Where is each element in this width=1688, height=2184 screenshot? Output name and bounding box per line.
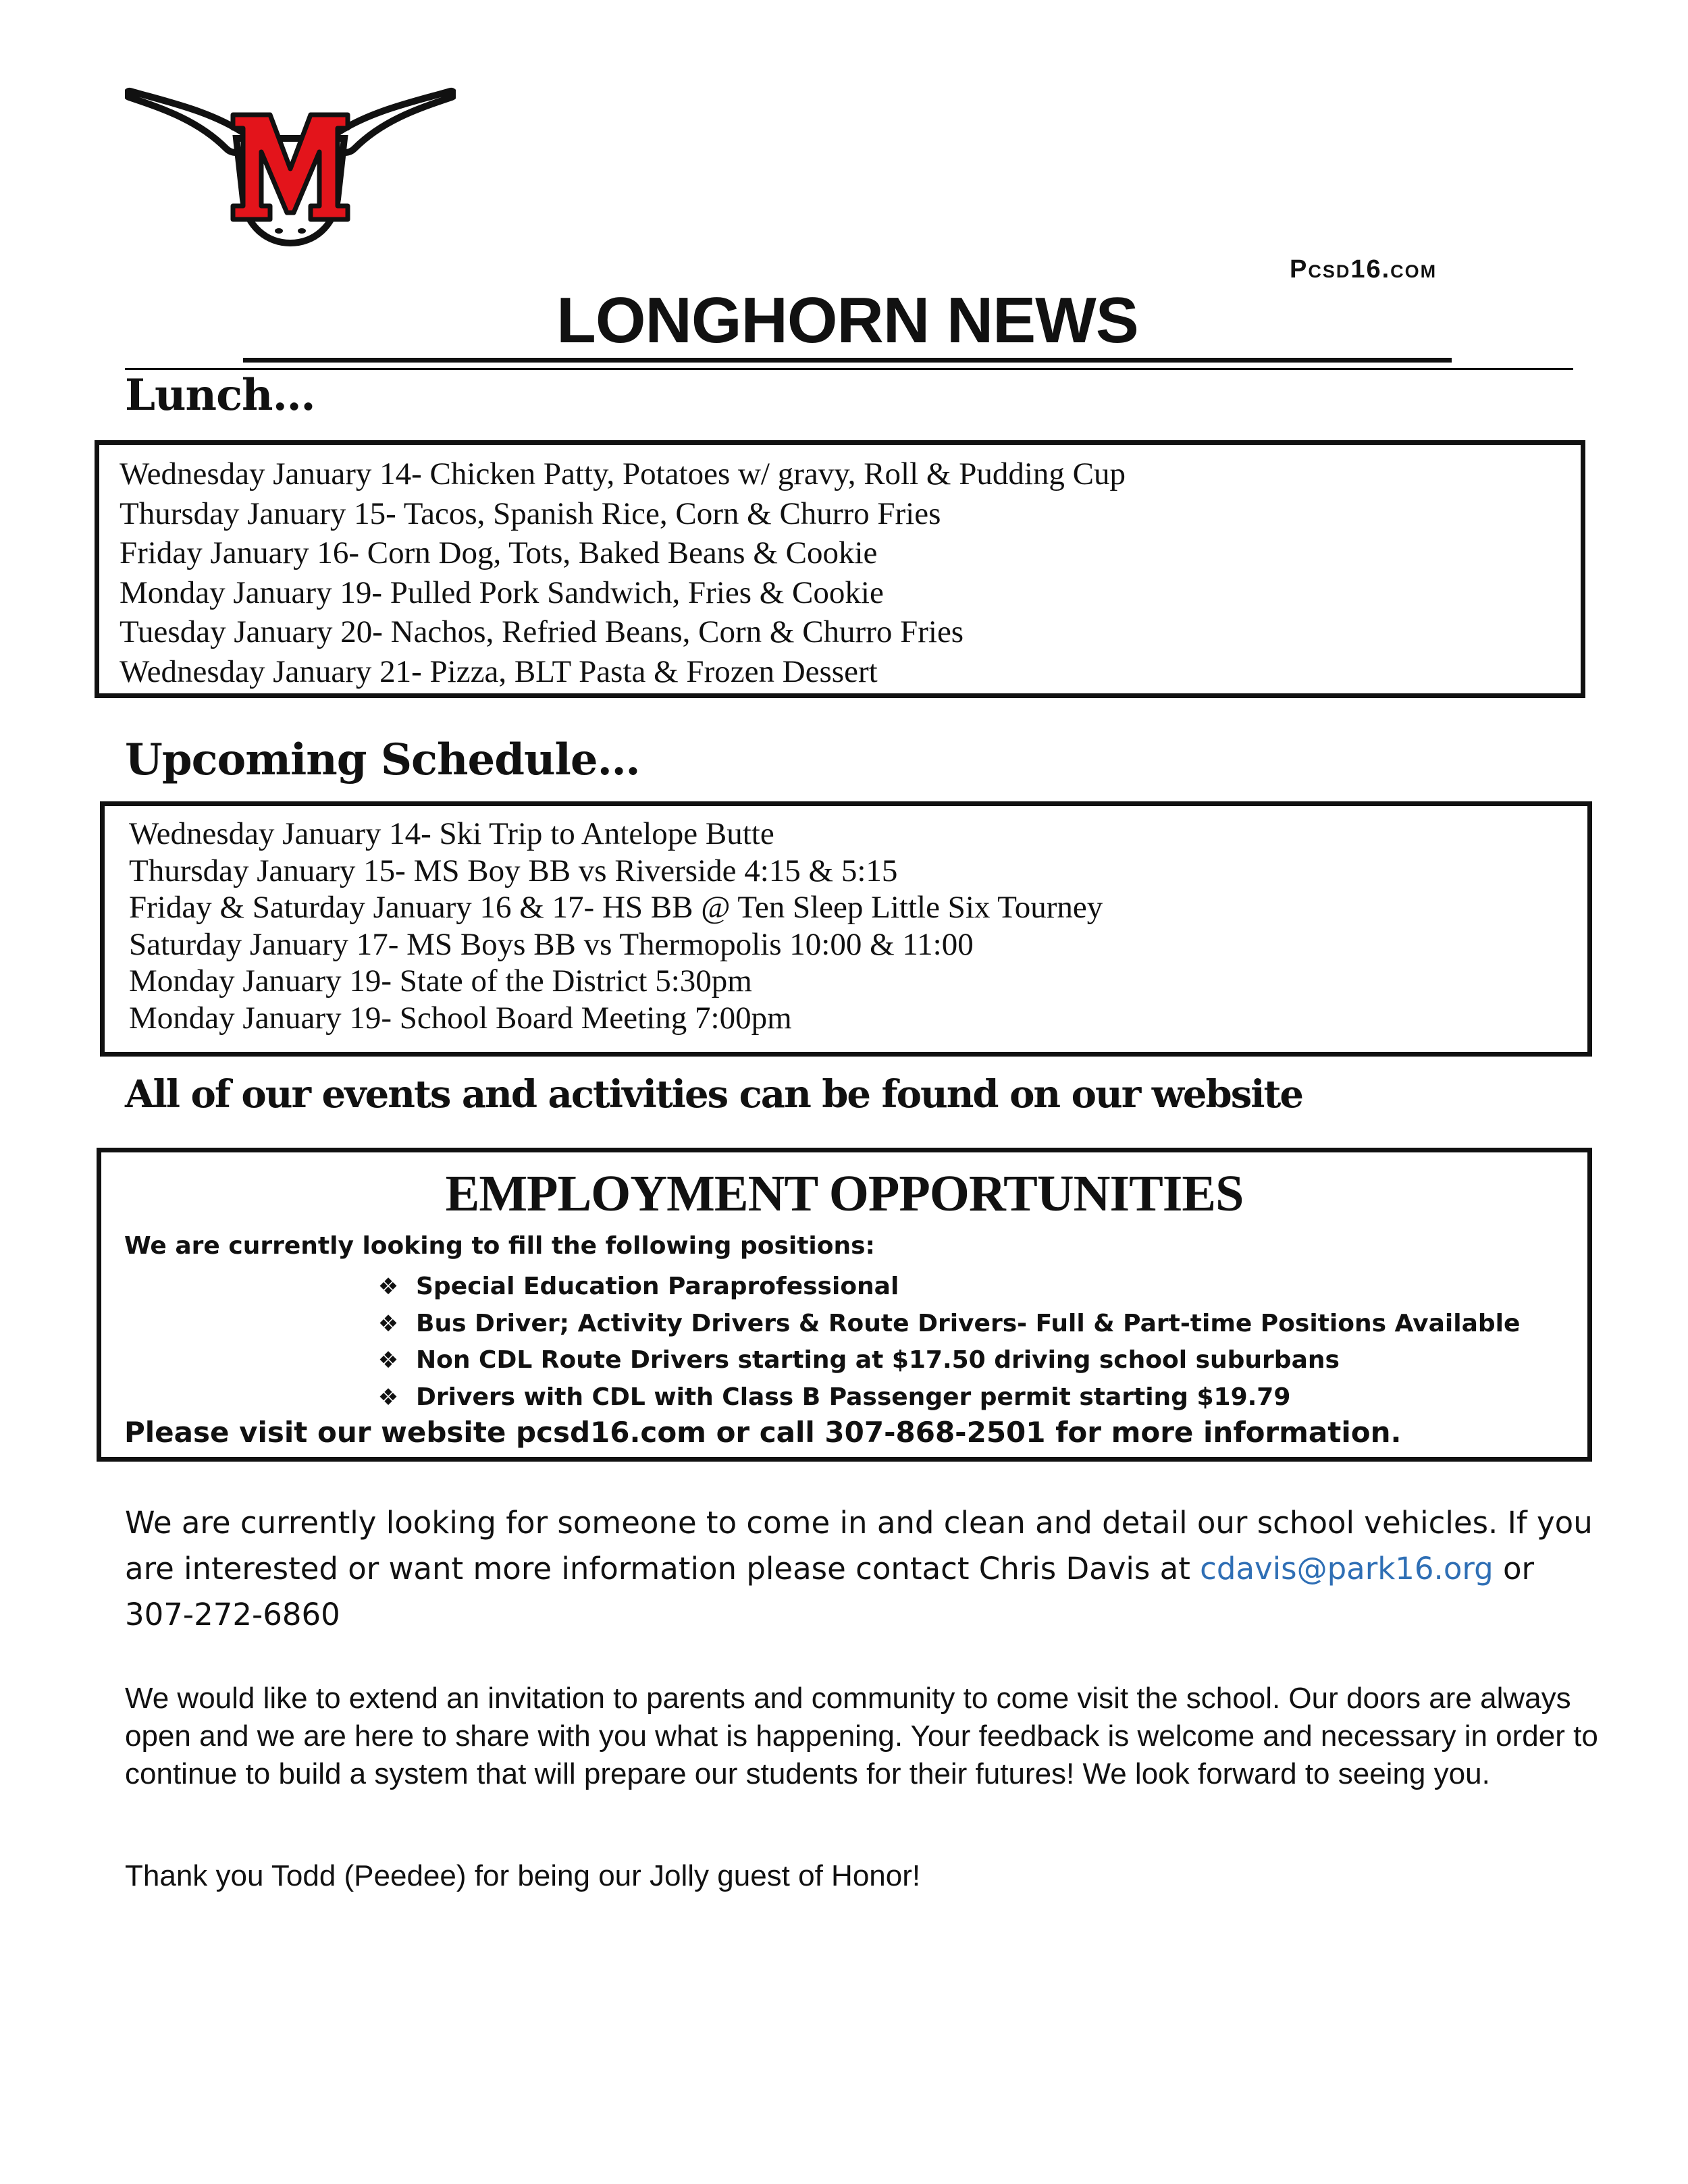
lunch-item: Thursday January 15- Tacos, Spanish Rice, Corn & Churro Fries <box>120 496 941 531</box>
employment-heading: EMPLOYMENT OPPORTUNITIES <box>445 1165 1244 1222</box>
diamond-bullet-icon: ❖ <box>377 1310 399 1337</box>
schedule-item: Friday & Saturday January 16 & 17- HS BB @ Ten Sleep Little Six Tourney <box>129 890 1103 925</box>
masthead <box>243 284 1452 363</box>
position-item <box>365 1379 1520 1416</box>
lunch-menu-box <box>95 440 1585 698</box>
position-item <box>365 1269 1520 1306</box>
schedule-heading: Upcoming Schedule… <box>125 735 640 785</box>
letter-m <box>233 115 348 219</box>
contact-email-link[interactable]: cdavis@park16.org <box>1200 1551 1494 1587</box>
nostril-left <box>275 228 283 234</box>
schedule-item: Thursday January 15- MS Boy BB vs Riverside 4:15 & 5:15 <box>129 853 898 888</box>
schedule-item: Saturday January 17- MS Boys BB vs Thermopolis 10:00 & 11:00 <box>129 926 974 962</box>
nostril-right <box>298 228 306 234</box>
position-label: Drivers with CDL with Class B Passenger permit starting $19.79 <box>416 1383 1291 1411</box>
page-title: LONGHORN NEWS <box>556 284 1138 356</box>
lunch-item: Friday January 16- Corn Dog, Tots, Baked Beans & Cookie <box>120 535 878 570</box>
lunch-heading: Lunch… <box>125 370 315 421</box>
position-label: Special Education Paraprofessional <box>416 1273 899 1300</box>
events-note: All of our events and activities can be found on our website <box>125 1072 1302 1117</box>
left-horn <box>126 91 246 153</box>
lunch-item: Monday January 19- Pulled Pork Sandwich, Fries & Cookie <box>120 575 884 610</box>
position-item <box>365 1306 1520 1343</box>
thanks-line: Thank you Todd (Peedee) for being our Jolly guest of Honor! <box>125 1859 921 1892</box>
lunch-item: Wednesday January 14- Chicken Patty, Potatoes w/ gravy, Roll & Pudding Cup <box>120 456 1126 491</box>
vehicle-cleaning-paragraph <box>125 1500 1597 1638</box>
vehicle-text-before: We are currently looking for someone to come in and clean and detail our school vehicles. If you are interested or want more information please contact Chris Davis at <box>125 1505 1593 1587</box>
employment-footer: Please visit our website pcsd16.com or call 307-868-2501 for more information. <box>124 1416 1402 1449</box>
schedule-item: Monday January 19- State of the District 5:30pm <box>129 963 752 998</box>
position-label: Bus Driver; Activity Drivers & Route Drivers- Full & Part-time Positions Available <box>416 1309 1521 1337</box>
position-label: Non CDL Route Drivers starting at $17.50 driving school suburbans <box>416 1346 1340 1374</box>
positions-list <box>365 1269 1520 1416</box>
diamond-bullet-icon: ❖ <box>377 1347 399 1374</box>
schedule-item: Wednesday January 14- Ski Trip to Antelope Butte <box>129 816 774 851</box>
employment-intro: We are currently looking to fill the following positions: <box>124 1232 875 1260</box>
site-url[interactable]: Pcsd16.com <box>1290 255 1438 284</box>
lunch-item: Tuesday January 20- Nachos, Refried Beans, Corn & Churro Fries <box>120 614 964 649</box>
schedule-box <box>100 801 1592 1057</box>
position-item <box>365 1342 1520 1379</box>
longhorn-logo <box>125 74 456 250</box>
right-horn <box>334 91 454 153</box>
employment-box <box>97 1148 1592 1462</box>
header-divider <box>125 368 1573 370</box>
invitation-paragraph: We would like to extend an invitation to parents and community to come visit the school. Our doors are always open and we are here to share with you what is happening. Your feedback is welcome and necessary in order to continue to build a system that will prepare our students for their futures! We look forward to seeing you. <box>125 1682 1598 1790</box>
lunch-item: Wednesday January 21- Pizza, BLT Pasta & Frozen Dessert <box>120 654 878 689</box>
diamond-bullet-icon: ❖ <box>377 1383 399 1411</box>
schedule-item: Monday January 19- School Board Meeting 7:00pm <box>129 1000 792 1036</box>
vehicle-text-after: or 307-272-6860 <box>125 1551 1535 1632</box>
diamond-bullet-icon: ❖ <box>377 1273 399 1300</box>
